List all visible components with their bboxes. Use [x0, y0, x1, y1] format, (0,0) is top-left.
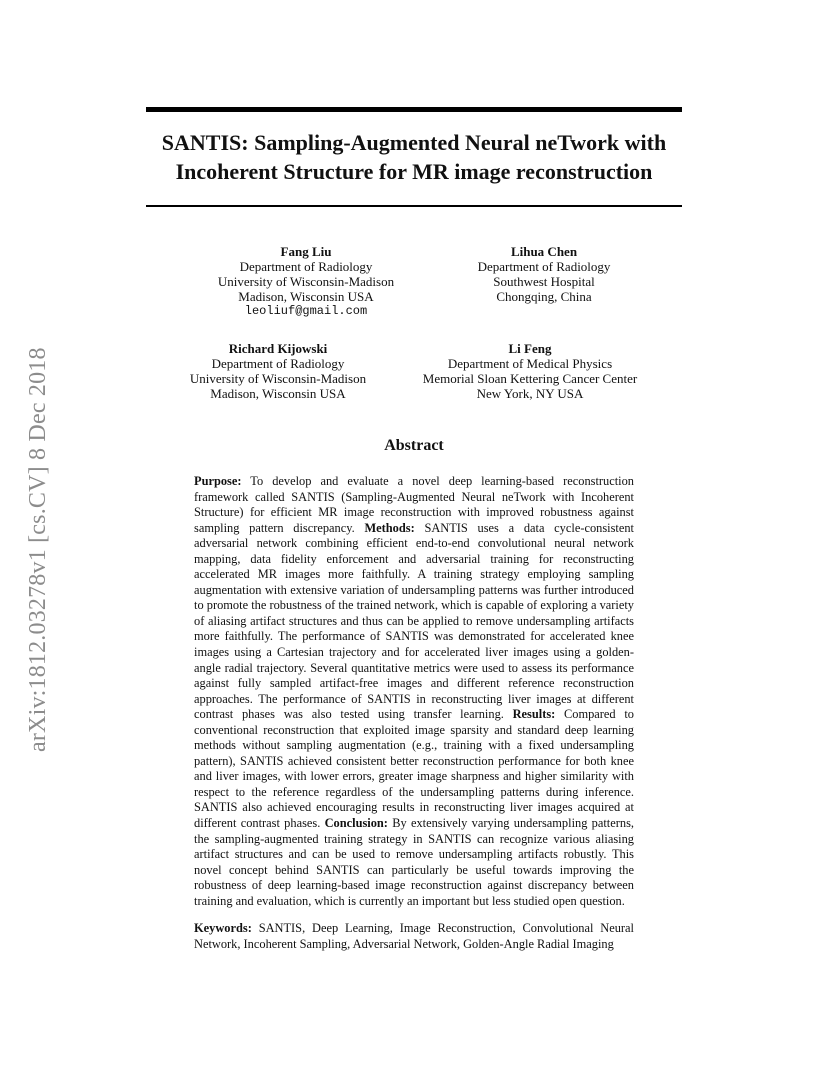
author-institution: University of Wisconsin-Madison: [189, 371, 367, 386]
author-location: Madison, Wisconsin USA: [210, 386, 346, 401]
keywords: [194, 921, 634, 952]
conclusion-text: By extensively varying undersampling patterns, the sampling-augmented training strategy in SANTIS can recognize various aliasing artifact structures and can be used to remove undersampling artifacts robustly. This novel concept behind SANTIS can particularly be useful towards improving the robustness of deep learning-based image reconstruction against discrepancy between training and evaluation, which is currently an important but less studied open question.: [194, 816, 634, 908]
author-block: [196, 244, 416, 319]
paper-title: SANTIS: Sampling-Augmented Neural neTwork with Incoherent Structure for MR image reconstruction: [161, 130, 667, 184]
title-rule-top: [146, 107, 682, 112]
methods-text: SANTIS uses a data cycle-consistent adversarial network combining efficient end-to-end convolutional neural network mapping, data fidelity enforcement and adversarial training for reconstructing accelerated MR images more faithfully. A training strategy employing sampling augmentation with extensive variation of undersampling patterns was further introduced to promote the robustness of the trained network, which is capable of exploring a variety of aliasing artifact structures and thus can be applied to remove undersampling artifacts more faithfully. The performance of SANTIS was demonstrated for accelerated knee images using a Cartesian trajectory and for accelerated liver images using a golden-angle radial trajectory. Several quantitative metrics were used to assess its performance against fully sampled artifact-free images and different reference reconstruction approaches. The performance of SANTIS in reconstructing liver images at different contrast phases was also tested using transfer learning.: [194, 520, 634, 722]
author-department: Department of Radiology: [239, 259, 373, 274]
keywords-label: Keywords:: [194, 921, 252, 935]
author-name: Li Feng: [508, 341, 552, 356]
purpose-text: To develop and evaluate a novel deep learning-based reconstruction framework called SANTIS (Sampling-Augmented Neural neTwork with Incoherent Structure) for efficient MR image reconstruction with improved robustness against sampling pattern discrepancy.: [194, 474, 634, 535]
arxiv-identifier: arXiv:1812.03278v1 [cs.CV] 8 Dec 2018: [25, 347, 51, 752]
conclusion-label: Conclusion:: [324, 816, 388, 831]
abstract-heading: Abstract: [384, 437, 444, 454]
author-institution: University of Wisconsin-Madison: [217, 274, 395, 289]
author-institution: Southwest Hospital: [493, 274, 595, 289]
author-name: Fang Liu: [280, 244, 332, 259]
author-block: [444, 244, 644, 304]
purpose-label: Purpose:: [194, 474, 242, 488]
author-name: Lihua Chen: [510, 244, 578, 259]
results-text: Compared to conventional reconstruction that exploited image sparsity and standard deep learning methods without sampling augmentation (e.g., training with a fixed undersampling pattern), SANTIS achieved consistent better reconstruction performance for both knee and liver images, with lower errors, greater image sharpness and higher similarity with respect to the reference regardless of the undersampling patterns during inference. SANTIS also achieved encouraging results in reconstructing liver images acquired at different contrast phases.: [194, 707, 634, 831]
results-label: Results:: [512, 707, 556, 722]
author-institution: Memorial Sloan Kettering Cancer Center: [422, 371, 638, 386]
author-department: Department of Radiology: [477, 259, 611, 274]
author-block: [168, 341, 388, 401]
author-location: Madison, Wisconsin USA: [238, 289, 374, 304]
author-location: Chongqing, China: [496, 289, 592, 304]
author-department: Department of Radiology: [211, 356, 345, 371]
abstract-text: [194, 474, 634, 909]
author-location: New York, NY USA: [476, 386, 584, 401]
methods-label: Methods:: [364, 520, 415, 535]
author-name: Richard Kijowski: [228, 341, 328, 356]
author-department: Department of Medical Physics: [447, 356, 613, 371]
title-rule-bottom: [146, 205, 682, 207]
author-email[interactable]: leoliuf@gmail.com: [244, 304, 368, 318]
author-block: [404, 341, 656, 401]
keywords-text: SANTIS, Deep Learning, Image Reconstruction, Convolutional Neural Network, Incoherent Sampling, Adversarial Network, Golden-Angle Radial Imaging: [194, 921, 634, 951]
